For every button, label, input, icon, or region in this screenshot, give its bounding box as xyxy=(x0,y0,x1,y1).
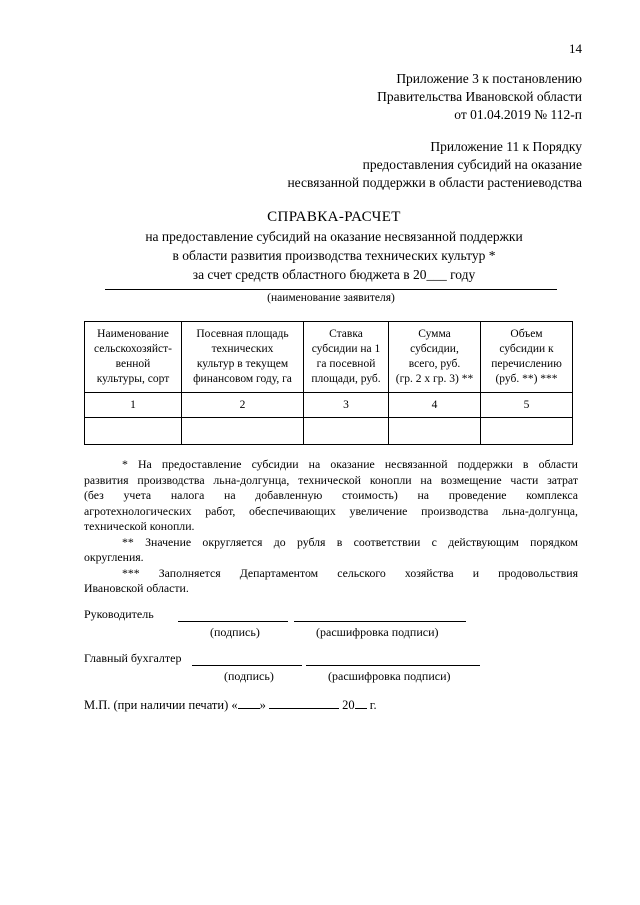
column-number-cell: 3 xyxy=(304,393,389,418)
table-column-number-row xyxy=(85,393,573,418)
document-subtitle-line: за счет средств областного бюджета в 20___ году xyxy=(192,267,476,282)
calculation-table xyxy=(84,321,573,445)
month-blank[interactable] xyxy=(269,697,339,709)
year-blank[interactable] xyxy=(355,697,367,709)
table-header-cell: Наименование сельскохозяйст- венной культуры, сорт xyxy=(85,322,182,393)
document-subtitle-line: в области развития производства технических культур * xyxy=(172,248,496,263)
applicant-name-line[interactable] xyxy=(105,289,557,290)
document-title-block xyxy=(86,208,582,284)
column-number-cell: 1 xyxy=(85,393,182,418)
page-number: 14 xyxy=(569,41,582,56)
accountant-decoding-line[interactable] xyxy=(306,665,480,666)
appendix-main-line: Приложение 3 к постановлению xyxy=(396,71,582,86)
stamp-mid: » xyxy=(259,698,266,712)
table-header-cell: Объем субсидии к перечислению (руб. **) *** xyxy=(481,322,573,393)
table-empty-cell[interactable] xyxy=(182,418,304,445)
stamp-date-line xyxy=(84,697,377,713)
head-signature-caption: (подпись) xyxy=(210,625,260,639)
footnote-line: развития производства льна-долгунца, технической конопли на возмещение части затрат xyxy=(84,472,578,487)
accountant-signature-line[interactable] xyxy=(192,665,302,666)
table-header-cell: Сумма субсидии, всего, руб. (гр. 2 x гр. 3) ** xyxy=(389,322,481,393)
table-header-cell: Ставка субсидии на 1 га посевной площади, руб. xyxy=(304,322,389,393)
column-number-cell: 5 xyxy=(481,393,573,418)
appendix-order-line: несвязанной поддержки в области растениеводства xyxy=(287,175,582,190)
table-empty-cell[interactable] xyxy=(389,418,481,445)
footnote-line: ** Значение округляется до рубля в соответствии с действующим порядком xyxy=(122,534,578,549)
column-number-cell: 2 xyxy=(182,393,304,418)
column-number-cell: 4 xyxy=(389,393,481,418)
head-decoding-caption: (расшифровка подписи) xyxy=(316,625,439,639)
footnote-line: (без учета налога на добавленную стоимость) на проведение комплекса xyxy=(84,488,578,502)
footnote-line: Ивановской области. xyxy=(84,581,189,595)
table-header-cell: Посевная площадь технических культур в текущем финансовом году, га xyxy=(182,322,304,393)
stamp-suffix: г. xyxy=(369,698,377,712)
table-empty-cell[interactable] xyxy=(481,418,573,445)
table-empty-cell[interactable] xyxy=(85,418,182,445)
footnote-line: агротехнологических работ, обеспечивающих увеличение производства льна-долгунца, xyxy=(84,503,578,518)
applicant-caption: (наименование заявителя) xyxy=(267,292,395,304)
head-label: Руководитель xyxy=(84,607,154,621)
appendix-main-line: от 01.04.2019 № 112-п xyxy=(454,107,582,122)
day-blank[interactable] xyxy=(238,697,260,709)
appendix-main xyxy=(377,70,582,124)
footnote-line: *** Заполняется Департаментом сельского хозяйства и продовольствия xyxy=(122,565,578,580)
table-data-row xyxy=(85,418,573,445)
footnotes xyxy=(84,457,578,597)
footnote-line: * На предоставление субсидии на оказание несвязанной поддержки в области xyxy=(122,457,578,471)
document-title: СПРАВКА-РАСЧЕТ xyxy=(267,209,401,225)
appendix-order xyxy=(287,138,582,192)
footnote-line: технической конопли. xyxy=(84,519,195,533)
stamp-prefix: М.П. (при наличии печати) « xyxy=(84,698,238,712)
accountant-signature-caption: (подпись) xyxy=(224,669,274,683)
accountant-label: Главный бухгалтер xyxy=(84,651,182,665)
accountant-decoding-caption: (расшифровка подписи) xyxy=(328,669,451,683)
stamp-year: 20 xyxy=(342,698,355,712)
head-decoding-line[interactable] xyxy=(294,621,466,622)
footnote-line: округления. xyxy=(84,550,144,564)
appendix-main-line: Правительства Ивановской области xyxy=(377,89,582,104)
table-header-row xyxy=(85,322,573,393)
head-signature-line[interactable] xyxy=(178,621,288,622)
document-subtitle-line: на предоставление субсидий на оказание несвязанной поддержки xyxy=(145,229,523,244)
appendix-order-line: Приложение 11 к Порядку xyxy=(430,139,582,154)
table-empty-cell[interactable] xyxy=(304,418,389,445)
appendix-order-line: предоставления субсидий на оказание xyxy=(362,157,582,172)
